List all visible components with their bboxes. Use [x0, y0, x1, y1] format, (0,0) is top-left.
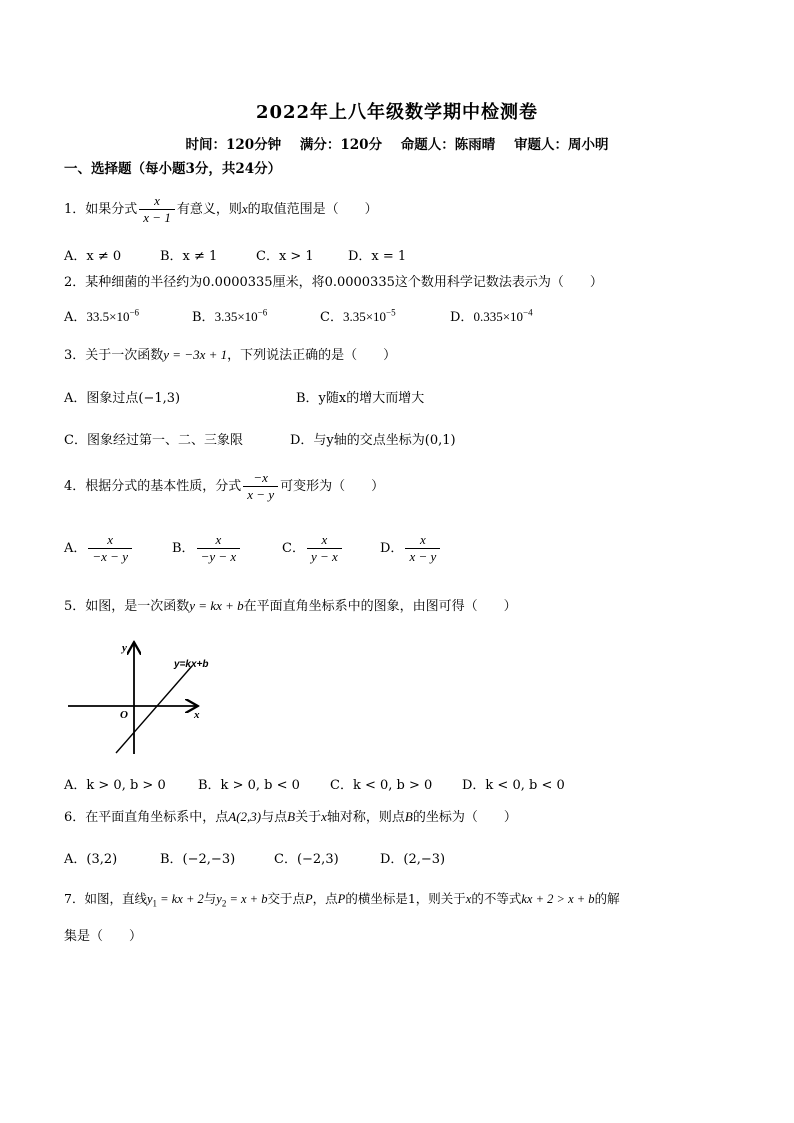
question-3: 3．关于一次函数y = −3x + 1，下列说法正确的是（ ）: [64, 347, 397, 363]
q3-option-b: B．y随x的增大而增大: [296, 391, 425, 406]
question-2: 2．某种细菌的半径约为0.0000335厘米，将0.0000335这个数用科学记数法表示为（ ）: [64, 275, 603, 290]
q5-graph: [64, 636, 234, 761]
q3-option-d: D．与y轴的交点坐标为(0,1): [290, 433, 456, 448]
question-6: 6．在平面直角坐标系中，点A(2,3)与点B关于x轴对称，则点B的坐标为（ ）: [64, 809, 517, 825]
question-5: 5．如图，是一次函数y = kx + b在平面直角坐标系中的图象，由图可得（ ）: [64, 598, 517, 614]
exam-author: 命题人：陈雨晴: [400, 137, 496, 153]
q4-option-c: C． $\frac{x}{y - x}$: [282, 532, 344, 565]
q1-option-d: D．x = 1: [348, 249, 407, 264]
q4-option-b: B． $\frac{x}{-y - x}$: [172, 532, 242, 565]
exam-reviewer: 审题人：周小明: [513, 137, 609, 153]
question-1: 1．如果分式 $\frac{x}{x - 1}$ 有意义，则x的取值范围是（ ）: [64, 193, 378, 225]
q5-option-a: A．k > 0, b > 0: [64, 778, 166, 793]
line-label: y=kx+b: [174, 659, 209, 670]
x-axis-label: x: [194, 709, 200, 721]
question-7: 7．如图，直线$y_1$ = kx + 2与$y_2 = x + b$交于点P，点P的横坐标是1，则关于x的不等式kx + 2 > x + b的解: [64, 891, 620, 909]
q4-option-d: D． $\frac{x}{x - y}$: [380, 532, 442, 565]
q6-option-b: B．(−2,−3): [160, 852, 236, 867]
q4-option-a: A． $\frac{x}{-x - y}$: [64, 532, 134, 565]
q1-fraction: $\frac{x}{x - 1}$: [139, 193, 175, 226]
q2-option-b: B．$3.35\times 10^{-6}$: [192, 307, 268, 325]
q1-option-a: A．x ≠ 0: [64, 249, 122, 264]
q3-option-c: C．图象经过第一、二、三象限: [64, 433, 243, 448]
question-7-cont: 集是（ ）: [64, 929, 143, 944]
q2-option-a: A．$33.5\times 10^{-6}$: [64, 307, 140, 325]
q5-option-d: D．k < 0, b < 0: [462, 778, 565, 793]
q5-option-c: C．k < 0, b > 0: [330, 778, 433, 793]
q5-option-b: B．k > 0, b < 0: [198, 778, 300, 793]
q6-option-d: D．(2,−3): [380, 852, 446, 867]
exam-time: 时间：120分钟: [185, 137, 282, 153]
q2-option-d: D．$0.335\times 10^{-4}$: [450, 307, 533, 325]
q4-fraction: $\frac{-x}{x - y}$: [243, 470, 278, 503]
origin-label: O: [120, 709, 128, 721]
exam-meta: [0, 133, 794, 153]
q6-option-a: A．(3,2): [64, 852, 118, 867]
q3-option-a: A．图象过点(−1,3): [64, 391, 181, 406]
q2-option-c: C．$3.35\times 10^{-5}$: [320, 307, 396, 325]
page-title: 2022年上八年级数学期中检测卷: [255, 102, 539, 123]
question-4: 4．根据分式的基本性质，分式 $\frac{-x}{x - y}$ 可变形为（ ）: [64, 470, 385, 502]
q1-option-b: B．x ≠ 1: [160, 249, 218, 264]
q1-option-c: C．x > 1: [256, 249, 314, 264]
section-heading: 一、选择题（每小题3分，共24分）: [64, 161, 282, 177]
q6-option-c: C．(−2,3): [274, 852, 339, 867]
y-axis-label: y: [122, 642, 127, 654]
exam-score: 满分：120分: [299, 137, 383, 153]
